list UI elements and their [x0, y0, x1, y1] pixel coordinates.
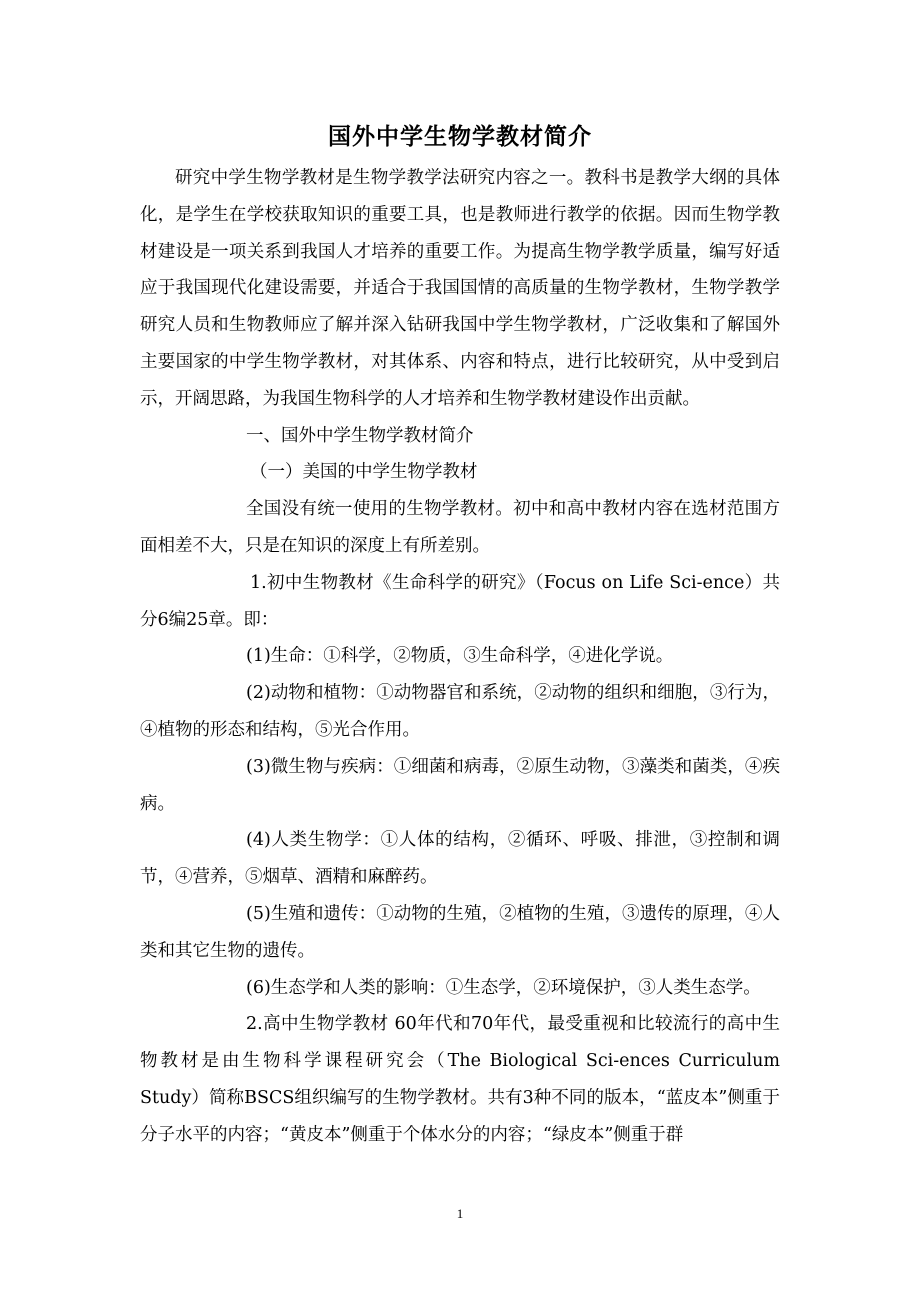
subsection-heading: （一）美国的中学生物学教材 — [250, 462, 478, 483]
page-number: 1 — [456, 1206, 464, 1221]
body-paragraph: 全国没有统一使用的生物学教材。初中和高中教材内容在选材范围方面相差不大，只是在知识的深度上有所差别。 — [140, 499, 780, 556]
list-item: (1)生命：①科学，②物质，③生命科学，④进化学说。 — [246, 646, 674, 667]
intro-paragraph: 研究中学生物学教材是生物学教学法研究内容之一。教科书是教学大纲的具体化，是学生在学校获取知识的重要工具，也是教师进行教学的依据。因而生物学教材建设是一项关系到我国人才培养的重要工作。为提高生物学教学质量，编写好适应于我国现代化建设需要，并适合于我国国情的高质量的生物学教材，生物学教学研究人员和生物教师应了解并深入钻研我国中学生物学教材，广泛收集和了解国外主要国家的中学生物学教材，对其体系、内容和特点，进行比较研究，从中受到启示，开阔思路，为我国生物科学的人才培养和生物学教材建设作出贡献。 — [140, 168, 780, 409]
list-item: (5)生殖和遗传：①动物的生殖，②植物的生殖，③遗传的原理，④人类和其它生物的遗传。 — [140, 903, 780, 961]
section-heading: 一、国外中学生物学教材简介 — [246, 425, 474, 446]
list-intro-paragraph: 1.初中生物教材《生命科学的研究》（Focus on Life Sci-ence）共分6编25章。即： — [140, 572, 780, 630]
list-item: (3)微生物与疾病：①细菌和病毒，②原生动物，③藻类和菌类，④疾病。 — [140, 756, 780, 814]
list-item: (4)人类生物学：①人体的结构，②循环、呼吸、排泄，③控制和调节，④营养，⑤烟草、酒精和麻醉药。 — [140, 830, 780, 888]
document-body — [140, 160, 780, 1154]
document-title: 国外中学生物学教材简介 — [328, 124, 592, 150]
body-paragraph: 2.高中生物学教材 60年代和70年代，最受重视和比较流行的高中生物教材是由生物科学课程研究会（The Biological Sci-ences Curriculum Study）简称BSCS组织编写的生物学教材。共有3种不同的版本，“蓝皮本”侧重于分子水平的内容；“黄皮本”侧重于个体水分的内容；“绿皮本”侧重于群 — [140, 1014, 780, 1145]
list-item: (2)动物和植物：①动物器官和系统，②动物的组织和细胞，③行为，④植物的形态和结构，⑤光合作用。 — [140, 683, 780, 740]
list-item: (6)生态学和人类的影响：①生态学，②环境保护，③人类生态学。 — [246, 977, 761, 998]
